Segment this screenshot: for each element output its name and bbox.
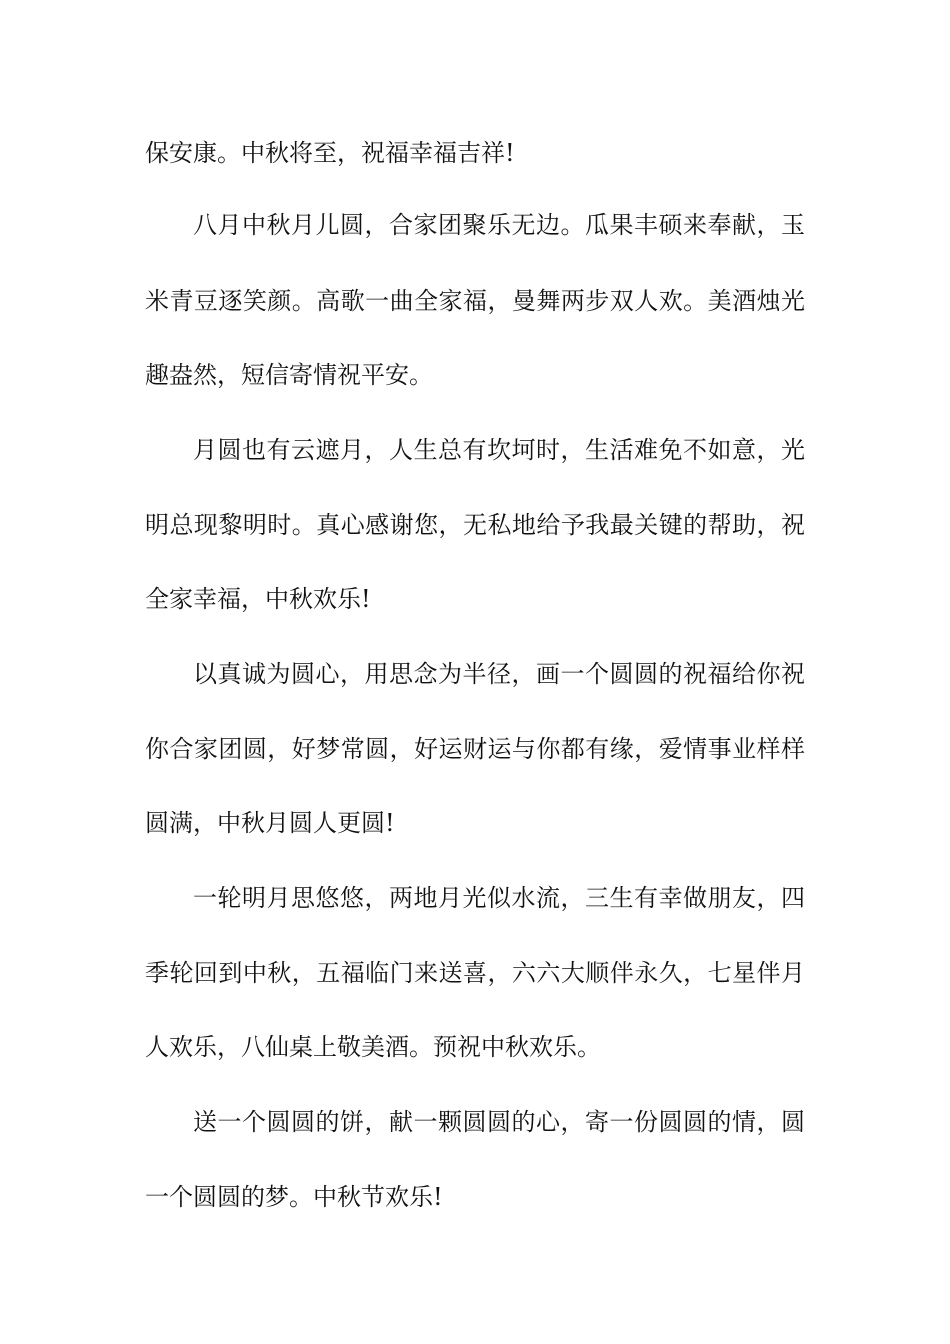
text-line: 季轮回到中秋，五福临门来送喜，六六大顺伴永久，七星伴月 (145, 959, 805, 987)
paragraph-first-line: 八月中秋月儿圆，合家团聚乐无边。瓜果丰硕来奉献，玉 (193, 211, 805, 239)
paragraph-first-line: 一轮明月思悠悠，两地月光似水流，三生有幸做朋友，四 (193, 884, 805, 912)
text-line: 一个圆圆的梦。中秋节欢乐! (145, 1183, 443, 1211)
text-line: 人欢乐，八仙桌上敬美酒。预祝中秋欢乐。 (145, 1033, 601, 1061)
text-line: 你合家团圆，好梦常圆，好运财运与你都有缘，爱情事业样样 (145, 735, 805, 763)
text-line: 米青豆逐笑颜。高歌一曲全家福，曼舞两步双人欢。美酒烛光 (145, 287, 805, 315)
text-line: 趣盎然，短信寄情祝平安。 (145, 361, 433, 389)
text-line: 全家幸福，中秋欢乐! (145, 585, 371, 613)
text-line: 圆满，中秋月圆人更圆! (145, 809, 395, 837)
paragraph-first-line: 送一个圆圆的饼，献一颗圆圆的心，寄一份圆圆的情，圆 (193, 1108, 805, 1136)
paragraph-first-line: 以真诚为圆心，用思念为半径，画一个圆圆的祝福给你祝 (193, 660, 805, 688)
text-line: 保安康。中秋将至，祝福幸福吉祥! (145, 139, 515, 167)
paragraph-first-line: 月圆也有云遮月，人生总有坎坷时，生活难免不如意，光 (193, 436, 805, 464)
text-line: 明总现黎明时。真心感谢您，无私地给予我最关键的帮助，祝 (145, 511, 805, 539)
